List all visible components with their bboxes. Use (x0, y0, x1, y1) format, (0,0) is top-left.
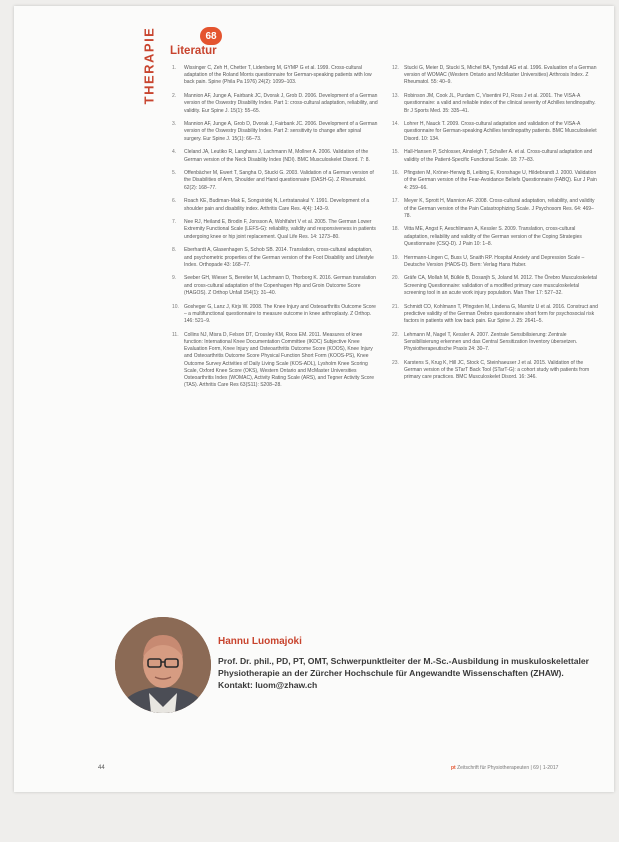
literature-heading: Literatur (170, 45, 217, 57)
page-number: 44 (98, 765, 105, 771)
reference-text: Offenbächer M, Ewert T, Sangha O, Stucki G. 2003. Validation of a German version of the Disabilities of Arm, Shoulder and Hand questionnaire (DASH-G). Z Rheumatol. 62(2): 168–77. (184, 170, 374, 191)
reference-number: 10. (172, 303, 179, 310)
reference-text: Hall-Hansen P, Schlosser, Ainsleigh T, Schaller A. et al. Cross-cultural adaptation and validity of the Patient-Specific Functional Scale. 18: 77–83. (404, 149, 593, 163)
reference-number: 11. (172, 331, 179, 338)
reference-item (392, 226, 598, 248)
reference-text: Gosheger G, Lanz J, Kirjs W. 2008. The Knee Injury and Osteoarthritis Outcome Score – a multifunctional questionnaire to measure outcome in knee arthroplasty. Z Orthop. 146: 521–9. (184, 303, 376, 324)
reference-item (172, 121, 378, 143)
page-badge: 68 (200, 27, 222, 45)
reference-number: 16. (392, 170, 399, 177)
reference-item (172, 149, 378, 163)
reference-text: Gräfe CA, Mollah M, Bülkle B, Dosanjh S, Joland M. 2012. The Örebro Musculoskeletal Screening Questionnaire: validation of a modified primary care musculoskeletal screening tool in an acute work injury population. Man Ther 17: 527–32. (404, 275, 598, 296)
reference-text: Wissinger C, Zeh H, Chetter T, Lidenberg M, GYMP G et al. 1999. Cross-cultural adaptation of the Roland Morris questionnaire for German-speaking patients with low back pain. Spine (Phila Pa 1976) 24(2): 1099–103. (184, 65, 372, 86)
journal-footer (451, 765, 558, 771)
reference-number: 1. (172, 65, 177, 71)
section-label-text: THERAPIE (141, 26, 157, 105)
reference-item (172, 93, 378, 115)
reference-text: Meyer K, Sprott H, Mannion AF. 2008. Cross-cultural adaptation, reliability, and validity of the German version of the Pain Catastrophizing Scale. J Psychosom Res. 64: 469–78. (404, 198, 595, 219)
author-bio-text: Prof. Dr. phil., PD, PT, OMT, Schwerpunktleiter der M.-Sc.-Ausbildung in muskuloskelettaler Physiotherapie an der Zürcher Hochschule für Angewandte Wissenschaften (ZHAW). (218, 656, 590, 678)
reference-text: Cleland JA, Leutiko R, Langhans J, Lachmann M, Mollner A. 2006. Validation of the German version of the Neck Disability Index (NDI). BMC Musculoskelet Disord. 7: 8. (184, 149, 370, 163)
section-label (137, 22, 157, 112)
reference-text: Schmidt CO, Kohlmann T, Pfingsten M, Lindena G, Marnitz U et al. 2016. Construct and predictive validity of the German Örebro questionnaire short form for psychosocial risk factors in patients with low back pain. Eur Spine J. 25: 2641–5. (404, 303, 598, 324)
reference-item (392, 198, 598, 220)
reference-text: Eberhardt A, Glasenhagen S, Schob SB. 2014. Translation, cross-cultural adaptation, and psychometric properties of the German version of the Foot Disability and Lifestyle Index. Orthopade 43: 168–77. (184, 247, 374, 268)
reference-text: Nee RJ, Heiland E, Brodin F, Jonsson A, Wohlfahrt V et al. 2005. The German Lower Extremity Functional Scale (LEFS-G): reliability, validity and responsiveness in patients undergoing knee or hip joint replacement. Qual Life Res. 14: 1273–80. (184, 219, 376, 240)
reference-text: Lohrer H, Nauck T. 2009. Cross-cultural adaptation and validation of the VISA-A questionnaire for German-speaking Achilles tendinopathy patients. BMC Musculoskelet Disord. 10: 134. (404, 121, 597, 142)
reference-number: 5. (172, 170, 177, 177)
reference-text: Roach KE, Budiman-Mak E, Songsiridej N, Lertratanakul Y. 1991. Development of a shoulder pain and disability index. Arthritis Care Res. 4(4): 143–9. (184, 198, 370, 212)
reference-number: 9. (172, 275, 177, 282)
reference-item (392, 304, 598, 326)
reference-item (172, 332, 378, 390)
reference-item (392, 65, 598, 87)
references-right-column (392, 65, 598, 388)
author-photo (115, 617, 211, 713)
reference-number: 12. (392, 65, 399, 71)
reference-item (172, 247, 378, 269)
reference-number: 14. (392, 121, 399, 128)
reference-number: 19. (392, 254, 399, 261)
reference-text: Seeber GH, Wieser S, Bereiter M, Lachmann D, Thorborg K. 2016. German translation and cross-cultural adaptation of the Copenhagen Hip and Groin Outcome Score (HAGOS). Z Orthop Unfall 154(1): 31–40. (184, 275, 376, 296)
reference-number: 15. (392, 149, 399, 156)
reference-item (392, 149, 598, 163)
reference-item (392, 255, 598, 269)
reference-text: Herrmann-Lingen C, Buss U, Snaith RP. Hospital Anxiety and Depression Scale – Deutsche Version (HADS-D). Bern: Verlag Hans Huber. (404, 254, 585, 268)
author-name: Hannu Luomajoki (218, 636, 302, 647)
reference-text: Vitta ME, Angst F, Aeschlimann A, Kessler S. 2009. Translation, cross-cultural adaptation, reliability and validity of the German version of the Coping Strategies Questionnaire (CSQ-D). J Pain 10: 1–8. (404, 226, 582, 247)
reference-number: 6. (172, 198, 177, 205)
reference-text: Pfingsten M, Kröner-Herwig B, Leibing E, Kronshage U, Hildebrandt J. 2000. Validation of the German version of the Fear-Avoidance Beliefs Questionnaire (FABQ). Eur J Pain 4: 259–66. (404, 170, 597, 191)
reference-number: 18. (392, 226, 399, 233)
journal-logo-text: pt (451, 765, 456, 771)
reference-item (172, 304, 378, 326)
reference-text: Lehmann M, Nagel T, Kessler A. 2007. Zentrale Sensibilisierung: Zentrale Sensibilisierung erkennen und das Central Sensitization Inventory übersetzen. Physiotherapeutische Praxis 24: 30–7. (404, 331, 578, 353)
reference-number: 21. (392, 303, 399, 310)
reference-item (172, 170, 378, 192)
journal-citation: Zeitschrift für Physiotherapeuten | 69 | 1-2017 (457, 765, 559, 771)
reference-number: 8. (172, 247, 177, 254)
reference-item (392, 170, 598, 192)
reference-item (392, 360, 598, 382)
reference-item (392, 275, 598, 297)
reference-item (392, 332, 598, 354)
reference-number: 2. (172, 93, 177, 100)
reference-number: 7. (172, 219, 177, 226)
reference-text: Mannion AF, Junge A, Grob D, Dvorak J, Fairbank JC. 2006. Development of a German version of the Oswestry Disability Index. Part 2: sensitivity to change after spinal surgery. Eur Spine J. 15(1): 66–73. (184, 121, 378, 142)
author-contact: Kontakt: luom@zhaw.ch (218, 680, 318, 690)
reference-number: 22. (392, 331, 399, 338)
reference-item (392, 121, 598, 143)
reference-item (172, 198, 378, 212)
reference-number: 13. (392, 93, 399, 100)
reference-item (172, 275, 378, 297)
author-bio (218, 655, 598, 691)
reference-item (392, 93, 598, 115)
reference-text: Collins NJ, Misra D, Felson DT, Crossley KM, Roos EM. 2011. Measures of knee function: International Knee Documentation Committee (IKDC) Subjective Knee Evaluation Form, Knee Injury and Osteoarthritis Outcome Score (KOOS), Knee Injury and Osteoarthritis Outcome Score Physical Function Short Form (KOOS-PS), Knee Outcome Survey Activities of Daily Living Scale (KOS-ADL), Lysholm Knee Scoring Scale, Oxford Knee Score (OKS), Western Ontario and McMaster Universities Osteoarthritis Index (WOMAC), Activity Rating Scale (ARS), and Tegner Activity Score (TAS). Arthritis Care Res 63(S11): S208–28. (184, 331, 374, 389)
reference-number: 17. (392, 198, 399, 205)
reference-text: Mannion AF, Junge A, Fairbank JC, Dvorak J, Grob D. 2006. Development of a German version of the Oswestry Disability Index. Part 1: cross-cultural adaptation, reliability, and validity. Eur Spine J. 15(1): 55–65. (184, 93, 378, 114)
reference-item (172, 219, 378, 241)
reference-number: 3. (172, 121, 177, 128)
reference-text: Robinson JM, Cook JL, Purdam C, Visentini PJ, Ross J et al. 2001. The VISA-A questionnaire: a valid and reliable index of the clinical severity of Achilles tendinopathy. Br J Sports Med. 35: 335–41. (404, 93, 596, 114)
reference-text: Stucki G, Meier D, Stucki S, Michel BA, Tyndall AG et al. 1996. Evaluation of a German version of WOMAC (Western Ontario and McMaster Universities) Arthrosis Index. Z Rheumatol. 55: 40–9. (404, 65, 597, 86)
references-left-column (172, 65, 378, 396)
reference-number: 20. (392, 275, 399, 282)
reference-number: 23. (392, 359, 399, 366)
reference-text: Karstens S, Krug K, Hill JC, Stock C, Steinhaeuser J et al. 2015. Validation of the German version of the STarT Back Tool (STarT-G): a cohort study with patients from primary care practices. BMC Musculoskelet Disord. 16: 346. (404, 359, 590, 381)
reference-item (172, 65, 378, 87)
reference-number: 4. (172, 149, 177, 156)
